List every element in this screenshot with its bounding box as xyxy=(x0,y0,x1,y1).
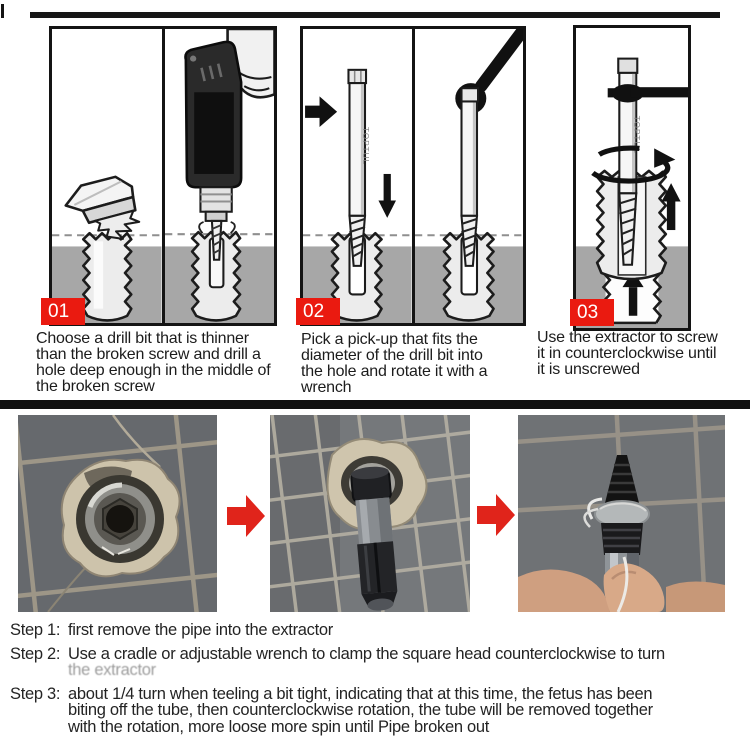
threaded-stud xyxy=(83,233,131,320)
step-line: with the rotation, more loose more spin until Pipe broken out xyxy=(68,717,490,736)
insert-direction-arrow xyxy=(305,96,337,127)
panel-step-03 xyxy=(573,25,691,331)
caption-line: it is unscrewed xyxy=(537,361,640,378)
step-line: biting off the tube, then counterclockwise rotation, the tube will be removed together xyxy=(68,701,653,719)
step-instructions xyxy=(10,622,744,742)
step-1-row xyxy=(10,622,744,639)
photo-1-graphic xyxy=(18,415,217,612)
step-line: about 1/4 turn when teeling a bit tight, indicating that at this time, the fetus has been xyxy=(68,684,653,703)
step-3-label: Step 3: xyxy=(10,684,61,703)
step-line: Use a cradle or adjustable wrench to clamp the square head counterclockwise to turn xyxy=(68,644,665,663)
wrench-turn-illustration xyxy=(415,29,524,323)
panel-02-insert-extractor xyxy=(303,29,412,323)
unscrew-illustration xyxy=(576,28,688,328)
step-badge-03: 03 xyxy=(570,299,614,326)
step-1-label: Step 1: xyxy=(10,621,61,639)
section-divider-bar xyxy=(0,400,750,409)
next-step-arrow xyxy=(227,493,267,539)
caption-line: the hole and rotate it with a xyxy=(301,363,488,380)
photo-3-graphic xyxy=(518,415,725,612)
panel-03-unscrew xyxy=(576,28,688,328)
step-2-text xyxy=(68,646,744,679)
drill-illustration xyxy=(165,29,275,323)
arrow-shape xyxy=(227,495,265,537)
step-3-text xyxy=(68,686,744,736)
caption-step-03 xyxy=(537,330,718,378)
stud-highlight xyxy=(94,241,103,308)
broken-screw-illustration xyxy=(52,29,162,323)
panel-01-drilling xyxy=(162,29,275,323)
step-badge-01: 01 xyxy=(41,298,85,325)
step-2-row xyxy=(10,646,744,679)
step-1-text xyxy=(68,622,744,639)
panel-01-broken-screw xyxy=(52,29,162,323)
caption-step-02 xyxy=(301,332,487,396)
photo-2-graphic xyxy=(270,415,470,612)
step-badge-02: 02 xyxy=(296,298,340,325)
palm xyxy=(666,581,725,612)
panel-02-wrench-turn xyxy=(412,29,524,323)
next-step-arrow xyxy=(477,492,517,538)
tool-brand-marking: TOPTUL xyxy=(632,115,643,154)
caption-line: Use the extractor to screw xyxy=(537,329,718,346)
drill-body xyxy=(185,42,241,187)
corner-tick-mark xyxy=(1,4,4,18)
caption-line: the broken screw xyxy=(36,378,155,395)
arrow-shape xyxy=(477,494,515,536)
caption-line: Choose a drill bit that is thinner xyxy=(36,330,249,347)
extractor-bit xyxy=(461,88,478,266)
photo-broken-pipe-in-wall xyxy=(18,415,217,612)
drill-bit xyxy=(211,221,220,260)
photo-extractor-inserted xyxy=(270,415,470,612)
photo-pipe-removed xyxy=(518,415,725,612)
step-line: first remove the pipe into the extractor xyxy=(68,621,333,639)
panel-step-01 xyxy=(49,26,277,326)
down-arrow xyxy=(378,174,396,218)
t-handle xyxy=(608,84,688,102)
pipe-bore xyxy=(106,505,134,533)
caption-line: it in counterclockwise until xyxy=(537,345,717,362)
step-2-label: Step 2: xyxy=(10,644,61,663)
panel-step-02 xyxy=(300,26,526,326)
insert-extractor-illustration xyxy=(303,29,412,323)
caption-line: than the broken screw and drill a xyxy=(36,346,261,363)
step-line-faded: the extractor xyxy=(68,661,156,679)
tool-brand-marking: TOPTUL xyxy=(360,127,370,166)
drill-chuck xyxy=(200,187,231,221)
top-divider-bar xyxy=(30,12,720,18)
caption-line: hole deep enough in the middle of xyxy=(36,362,271,379)
caption-line: wrench xyxy=(301,379,352,396)
caption-line: Pick a pick-up that fits the xyxy=(301,331,478,348)
step-3-row xyxy=(10,686,744,736)
caption-line: diameter of the drill bit into xyxy=(301,347,483,364)
caption-step-01 xyxy=(36,331,270,395)
